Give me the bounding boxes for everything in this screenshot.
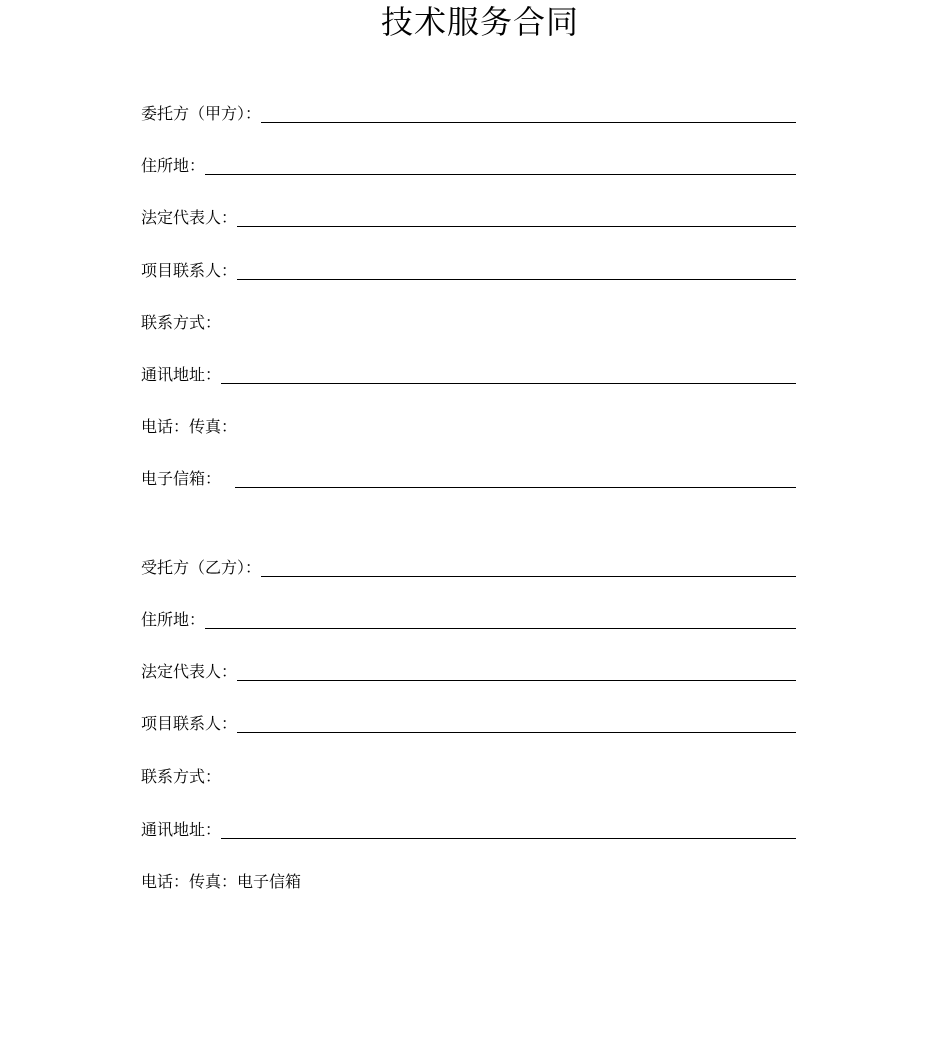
- party-b-heading-label: 受托方（乙方）：: [141, 558, 262, 577]
- party-a-contact-method-label: 联系方式：: [141, 313, 222, 332]
- party-b-project-contact-field: [141, 710, 796, 734]
- party-b-project-contact-underline[interactable]: [237, 732, 796, 733]
- party-a-heading-field: [141, 100, 796, 124]
- party-a-phone-fax-field: [141, 413, 796, 437]
- party-a-legal-rep-field: [141, 204, 796, 228]
- party-b-phone-fax-email-label: 电话：传真：电子信箱: [141, 872, 302, 891]
- party-b-address-field: [141, 606, 796, 630]
- party-a-heading-underline[interactable]: [261, 122, 796, 123]
- party-b-legal-rep-label: 法定代表人：: [141, 662, 238, 681]
- party-b-legal-rep-underline[interactable]: [237, 680, 796, 681]
- party-b-heading-field: [141, 554, 796, 578]
- party-a-email-field: [141, 465, 796, 489]
- party-b-legal-rep-field: [141, 658, 796, 682]
- party-b-contact-method-label: 联系方式：: [141, 767, 222, 786]
- party-a-address-field: [141, 152, 796, 176]
- party-a-project-contact-underline[interactable]: [237, 279, 796, 280]
- party-b-phone-fax-email-field: [141, 868, 796, 892]
- party-b-mailing-address-label: 通讯地址：: [141, 820, 222, 839]
- party-a-project-contact-field: [141, 257, 796, 281]
- party-b-heading-underline[interactable]: [261, 576, 796, 577]
- party-a-email-underline[interactable]: [235, 487, 796, 488]
- party-a-heading-label: 委托方（甲方）：: [141, 104, 262, 123]
- party-b-project-contact-label: 项目联系人：: [141, 714, 238, 733]
- party-a-mailing-address-underline[interactable]: [221, 383, 796, 384]
- party-a-phone-fax-label: 电话：传真：: [141, 417, 238, 436]
- party-a-legal-rep-label: 法定代表人：: [141, 208, 238, 227]
- party-b-mailing-address-underline[interactable]: [221, 838, 796, 839]
- party-a-address-label: 住所地：: [141, 156, 206, 175]
- document-title: 技术服务合同: [380, 3, 579, 41]
- party-b-address-underline[interactable]: [205, 628, 796, 629]
- party-b-contact-method-field: [141, 763, 796, 787]
- party-a-mailing-address-label: 通讯地址：: [141, 365, 222, 384]
- party-a-legal-rep-underline[interactable]: [237, 226, 796, 227]
- party-a-email-label: 电子信箱：: [141, 469, 222, 488]
- party-a-mailing-address-field: [141, 361, 796, 385]
- party-b-mailing-address-field: [141, 816, 796, 840]
- party-a-project-contact-label: 项目联系人：: [141, 261, 238, 280]
- party-a-contact-method-field: [141, 309, 796, 333]
- party-a-address-underline[interactable]: [205, 174, 796, 175]
- party-b-address-label: 住所地：: [141, 610, 206, 629]
